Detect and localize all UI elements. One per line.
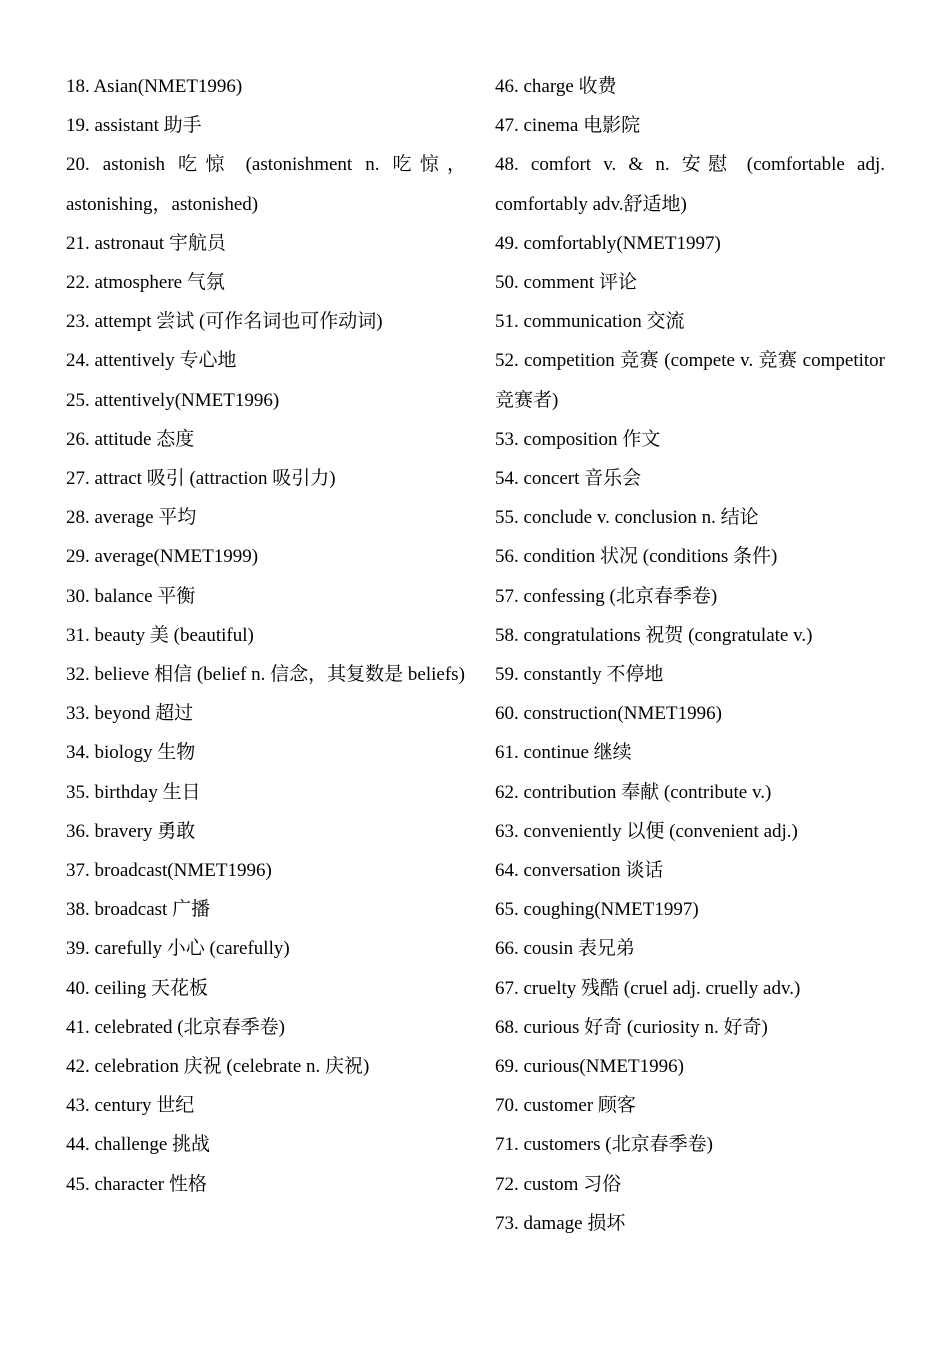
vocab-entry: 61. continue 继续 — [495, 742, 632, 764]
vocab-entry: 45. character 性格 — [66, 1173, 207, 1195]
vocab-entry: 22. atmosphere 气氛 — [66, 272, 225, 294]
vocab-entry: 73. damage 损坏 — [495, 1212, 626, 1234]
vocab-entry: 20. astonish 吃惊 (astonishment n. 吃惊，astonishing，astonished) — [66, 154, 466, 215]
vocab-entry: 53. composition 作文 — [495, 428, 661, 450]
right-column — [495, 67, 885, 1243]
vocab-entry: 24. attentively 专心地 — [66, 350, 237, 372]
vocab-entry: 33. beyond 超过 — [66, 703, 194, 725]
vocab-entry: 18. Asian(NMET1996) — [66, 76, 243, 97]
vocab-entry: 71. customers (北京春季卷) — [495, 1134, 713, 1156]
vocab-entry: 23. attempt 尝试 (可作名词也可作动词) — [66, 311, 383, 333]
vocab-entry: 43. century 世纪 — [66, 1095, 195, 1117]
vocab-entry: 52. competition 竞赛 (compete v. 竞赛 competitor 竞赛者) — [495, 350, 885, 411]
vocab-entry: 30. balance 平衡 — [66, 585, 196, 607]
vocab-entry: 54. concert 音乐会 — [495, 468, 642, 490]
vocab-entry: 72. custom 习俗 — [495, 1173, 622, 1195]
vocab-entry: 19. assistant 助手 — [66, 115, 202, 137]
vocab-entry: 38. broadcast 广播 — [66, 899, 211, 921]
vocab-entry: 48. comfort v. & n. 安慰 (comfortable adj. comfortably adv.舒适地) — [495, 154, 885, 215]
vocab-entry: 27. attract 吸引 (attraction 吸引力) — [66, 468, 336, 490]
vocab-entry: 36. bravery 勇敢 — [66, 820, 196, 842]
vocab-entry: 64. conversation 谈话 — [495, 860, 664, 882]
vocab-entry: 49. comfortably(NMET1997) — [495, 232, 721, 254]
vocab-entry: 62. contribution 奉献 (contribute v.) — [495, 781, 772, 803]
vocab-entry: 60. construction(NMET1996) — [495, 703, 722, 725]
vocab-entry: 31. beauty 美 (beautiful) — [66, 624, 254, 646]
vocab-entry: 39. carefully 小心 (carefully) — [66, 938, 290, 960]
vocab-entry: 21. astronaut 宇航员 — [66, 232, 226, 254]
vocab-entry: 57. confessing (北京春季卷) — [495, 585, 718, 607]
vocab-entry: 66. cousin 表兄弟 — [495, 938, 635, 960]
vocab-entry: 32. believe 相信 (belief n. 信念，其复数是 beliefs) — [66, 664, 465, 686]
vocab-entry: 55. conclude v. conclusion n. 结论 — [495, 507, 759, 529]
vocab-entry: 46. charge 收费 — [495, 76, 617, 97]
vocab-entry: 47. cinema 电影院 — [495, 115, 641, 137]
vocab-entry: 44. challenge 挑战 — [66, 1134, 211, 1156]
vocab-entry: 25. attentively(NMET1996) — [66, 389, 280, 411]
vocab-entry: 56. condition 状况 (conditions 条件) — [495, 546, 778, 568]
vocab-entry: 65. coughing(NMET1997) — [495, 899, 699, 921]
vocab-entry: 34. biology 生物 — [66, 742, 196, 764]
vocab-entry: 63. conveniently 以便 (convenient adj.) — [495, 820, 798, 842]
vocab-entry: 40. ceiling 天花板 — [66, 977, 208, 999]
vocab-entry: 50. comment 评论 — [495, 272, 637, 294]
vocab-entry: 70. customer 顾客 — [495, 1095, 636, 1117]
vocab-entry: 29. average(NMET1999) — [66, 546, 259, 568]
vocab-entry: 59. constantly 不停地 — [495, 664, 664, 686]
vocab-entry: 42. celebration 庆祝 (celebrate n. 庆祝) — [66, 1056, 370, 1078]
vocab-entry: 37. broadcast(NMET1996) — [66, 860, 272, 882]
vocab-entry: 69. curious(NMET1996) — [495, 1056, 684, 1078]
vocab-entry: 26. attitude 态度 — [66, 428, 195, 450]
vocab-entry: 28. average 平均 — [66, 507, 197, 529]
vocab-entry: 35. birthday 生日 — [66, 781, 201, 803]
vocab-entry: 51. communication 交流 — [495, 311, 685, 333]
left-column — [66, 67, 466, 1204]
vocab-entry: 41. celebrated (北京春季卷) — [66, 1016, 285, 1038]
vocab-entry: 58. congratulations 祝贺 (congratulate v.) — [495, 624, 813, 646]
vocab-entry: 67. cruelty 残酷 (cruel adj. cruelly adv.) — [495, 977, 801, 999]
vocab-entry: 68. curious 好奇 (curiosity n. 好奇) — [495, 1016, 768, 1038]
